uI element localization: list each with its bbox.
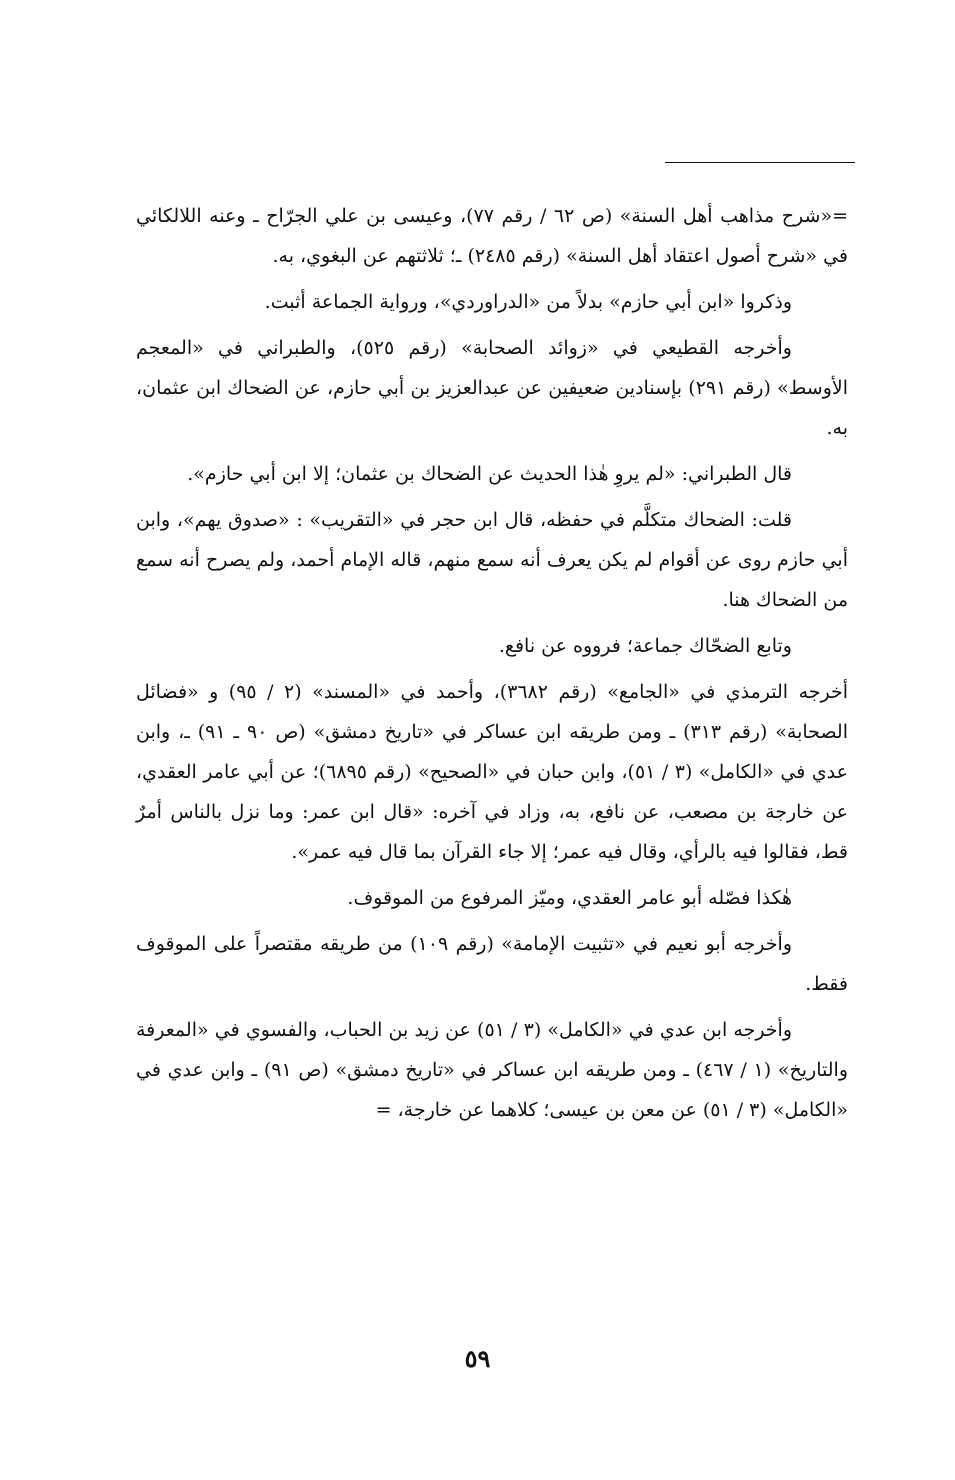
- paragraph: أخرجه الترمذي في «الجامع» (رقم ٣٦٨٢)، وأحمد في «المسند» (٢ / ٩٥) و «فضائل الصحابة» (رقم ٣١٣) ـ ومن طريقه ابن عساكر في «تاريخ دمشق» (ص ٩٠ ـ ٩١) ـ، وابن عدي في «الكامل» (٣ / ٥١)، وابن حبان في «الصحيح» (رقم ٦٨٩٥)؛ عن أبي عامر العقدي، عن خارجة بن مصعب، عن نافع، به، وزاد في آخره: «قال ابن عمر: وما نزل بالناس أمرٌ قط، فقالوا فيه بالرأي، وقال فيه عمر؛ إلا جاء القرآن بما قال فيه عمر».: [136, 681, 849, 863]
- footnote-text-block: [136, 196, 848, 1136]
- paragraph: قلت: الضحاك متكلَّم في حفظه، قال ابن حجر في «التقريب» : «صدوق يهم»، وابن أبي حازم روى عن أقوام لم يكن يعرف أنه سمع منهم، قاله الإمام أحمد، ولم يصرح أنه سمع من الضحاك هنا.: [136, 509, 848, 611]
- paragraph: وأخرجه أبو نعيم في «تثبيت الإمامة» (رقم ١٠٩) من طريقه مقتصراً على الموقوف فقط.: [136, 933, 848, 995]
- paragraph: وأخرجه ابن عدي في «الكامل» (٣ / ٥١) عن زيد بن الحباب، والفسوي في «المعرفة والتاريخ» (١ / ٤٦٧) ـ ومن طريقه ابن عساكر في «تاريخ دمشق» (ص ٩١) ـ وابن عدي في «الكامل» (٣ / ٥١) عن معن بن عيسى؛ كلاهما عن خارجة، =: [136, 1019, 848, 1121]
- paragraph: وتابع الضحّاك جماعة؛ فرووه عن نافع.: [498, 635, 792, 657]
- page-number: ٥٩: [464, 1344, 491, 1373]
- paragraph: وأخرجه القطيعي في «زوائد الصحابة» (رقم ٥٢٥)، والطبراني في «المعجم الأوسط» (رقم ٢٩١) بإسنادين ضعيفين عن عبدالعزيز بن أبي حازم، عن الضحاك ابن عثمان، به.: [136, 337, 849, 439]
- paragraph: هٰكذا فصّله أبو عامر العقدي، وميّز المرفوع من الموقوف.: [347, 887, 792, 909]
- paragraph: قال الطبراني: «لم يروِ هٰذا الحديث عن الضحاك بن عثمان؛ إلا ابن أبي حازم».: [187, 463, 792, 485]
- paragraph-continuation: =«شرح مذاهب أهل السنة» (ص ٦٢ / رقم ٧٧)، وعيسى بن علي الجرّاح ـ وعنه اللالكائي في «شرح أصول اعتقاد أهل السنة» (رقم ٢٤٨٥) ـ؛ ثلاثتهم عن البغوي، به.: [136, 205, 848, 267]
- paragraph: وذكروا «ابن أبي حازم» بدلاً من «الدراوردي»، ورواية الجماعة أثبت.: [264, 291, 792, 313]
- footnote-separator-rule: [665, 162, 855, 163]
